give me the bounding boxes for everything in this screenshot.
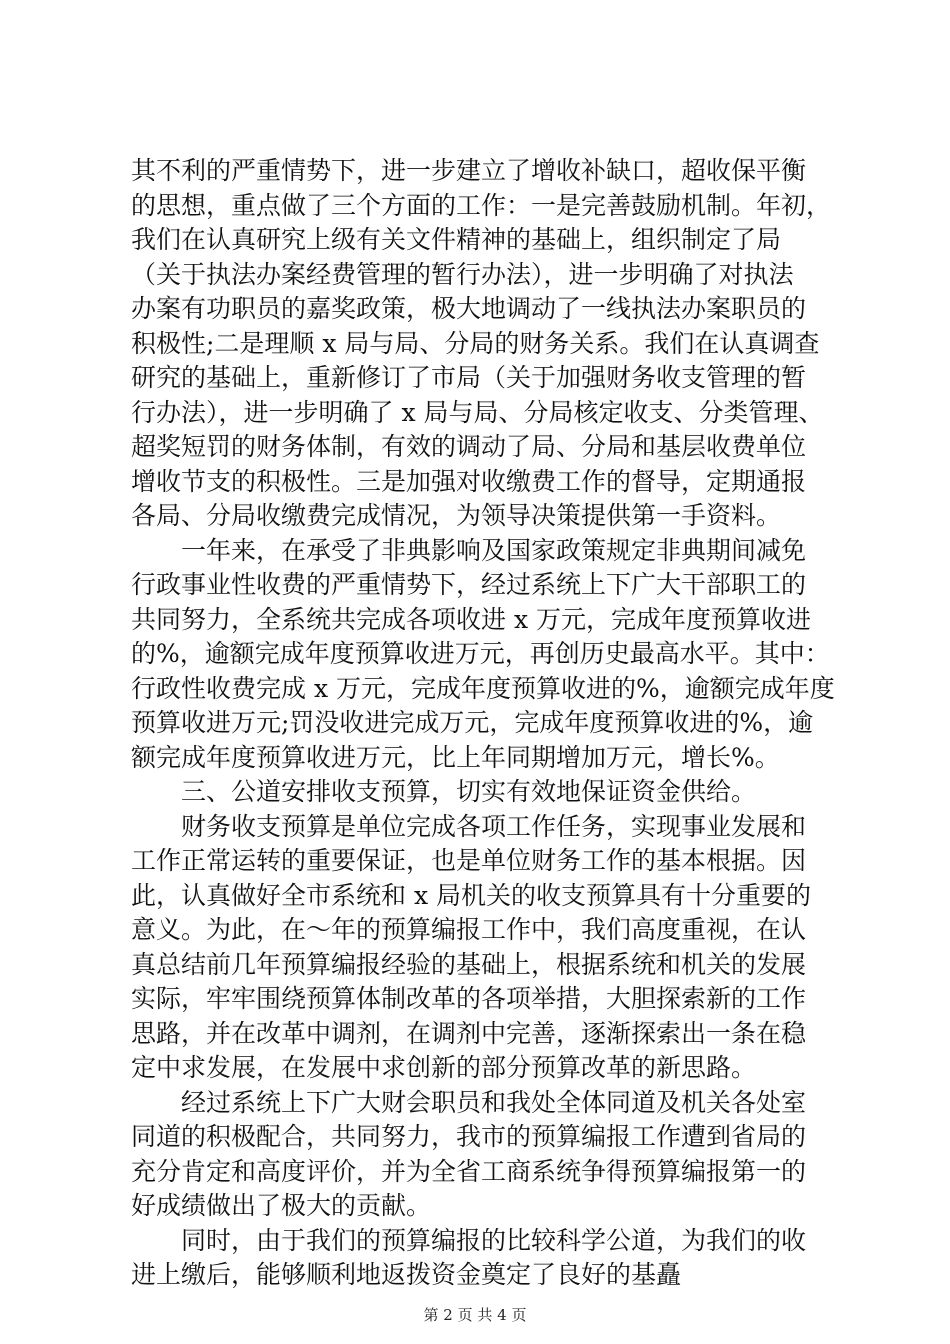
text-line: 的%，逾额完成年度预算收进万元，再创历史最高水平。其中： <box>131 639 830 668</box>
text-line: 行办法），进一步明确了 x 局与局、分局核定收支、分类管理、 <box>131 397 824 427</box>
text-line: 行政性收费完成 x 万元，完成年度预算收进的%，逾额完成年度 <box>131 673 835 703</box>
text-line: 行政事业性收费的严重情势下，经过系统上下广大干部职工的 <box>131 570 807 599</box>
text-line: 各局、分局收缴费完成情况，为领导决策提供第一手资料。 <box>131 501 782 530</box>
text-line: 意义。为此，在～年的预算编报工作中，我们高度重视，在认 <box>131 915 807 944</box>
page-footer: 第 2 页 共 4 页 <box>423 1306 527 1324</box>
text-line: 经过系统上下广大财会职员和我处全体同道及机关各处室 <box>181 1087 807 1117</box>
text-line: 三、公道安排收支预算，切实有效地保证资金供给。 <box>181 777 757 806</box>
text-line: 好成绩做出了极大的贡献。 <box>131 1191 432 1220</box>
text-line: 同道的积极配合，共同努力，我市的预算编报工作遭到省局的 <box>131 1122 807 1151</box>
text-line: 一年来，在承受了非典影响及国家政策规定非典期间减免 <box>181 535 807 565</box>
text-line: 共同努力，全系统共完成各项收进 x 万元，完成年度预算收进 <box>131 604 811 634</box>
text-line: 预算收进万元;罚没收进完成万元，完成年度预算收进的%，逾 <box>131 708 814 737</box>
text-line: 此，认真做好全市系统和 x 局机关的收支预算具有十分重要的 <box>131 880 811 910</box>
text-line: 增收节支的积极性。三是加强对收缴费工作的督导，定期通报 <box>131 466 807 496</box>
text-line: 的思想，重点做了三个方面的工作：一是完善鼓励机制。年初， <box>131 190 832 220</box>
text-line: 额完成年度预算收进万元，比上年同期增加万元，增长%。 <box>131 742 780 772</box>
text-line: 真总结前几年预算编报经验的基础上，根据系统和机关的发展 <box>131 949 807 979</box>
text-line: 其不利的严重情势下，进一步建立了增收补缺口，超收保平衡 <box>131 156 807 185</box>
text-line: （关于执法办案经费管理的暂行办法），进一步明确了对执法 <box>131 259 794 289</box>
text-line: 我们在认真研究上级有关文件精神的基础上，组织制定了局 <box>131 225 782 254</box>
document-body <box>131 154 835 1293</box>
text-line: 财务收支预算是单位完成各项工作任务，实现事业发展和 <box>181 811 807 841</box>
text-line: 同时，由于我们的预算编报的比较科学公道，为我们的收 <box>181 1225 807 1255</box>
text-line: 实际，牢牢围绕预算体制改革的各项举措，大胆探索新的工作 <box>131 984 807 1013</box>
text-line: 研究的基础上，重新修订了市局（关于加强财务收支管理的暂 <box>131 363 807 392</box>
text-line: 工作正常运转的重要保证，也是单位财务工作的基本根据。因 <box>131 846 807 875</box>
text-line: 思路，并在改革中调剂，在调剂中完善，逐渐探索出一条在稳 <box>131 1018 807 1048</box>
text-line: 超奖短罚的财务体制，有效的调动了局、分局和基层收费单位 <box>131 432 807 461</box>
text-line: 充分肯定和高度评价，并为全省工商系统争得预算编报第一的 <box>131 1156 807 1186</box>
text-line: 办案有功职员的嘉奖政策，极大地调动了一线执法办案职员的 <box>131 294 807 323</box>
text-line: 积极性;二是理顺 x 局与局、分局的财务关系。我们在认真调查 <box>131 328 820 358</box>
text-line: 定中求发展，在发展中求创新的部分预算改革的新思路。 <box>131 1053 757 1082</box>
text-line: 进上缴后，能够顺利地返拨资金奠定了良好的基矗 <box>131 1260 682 1289</box>
